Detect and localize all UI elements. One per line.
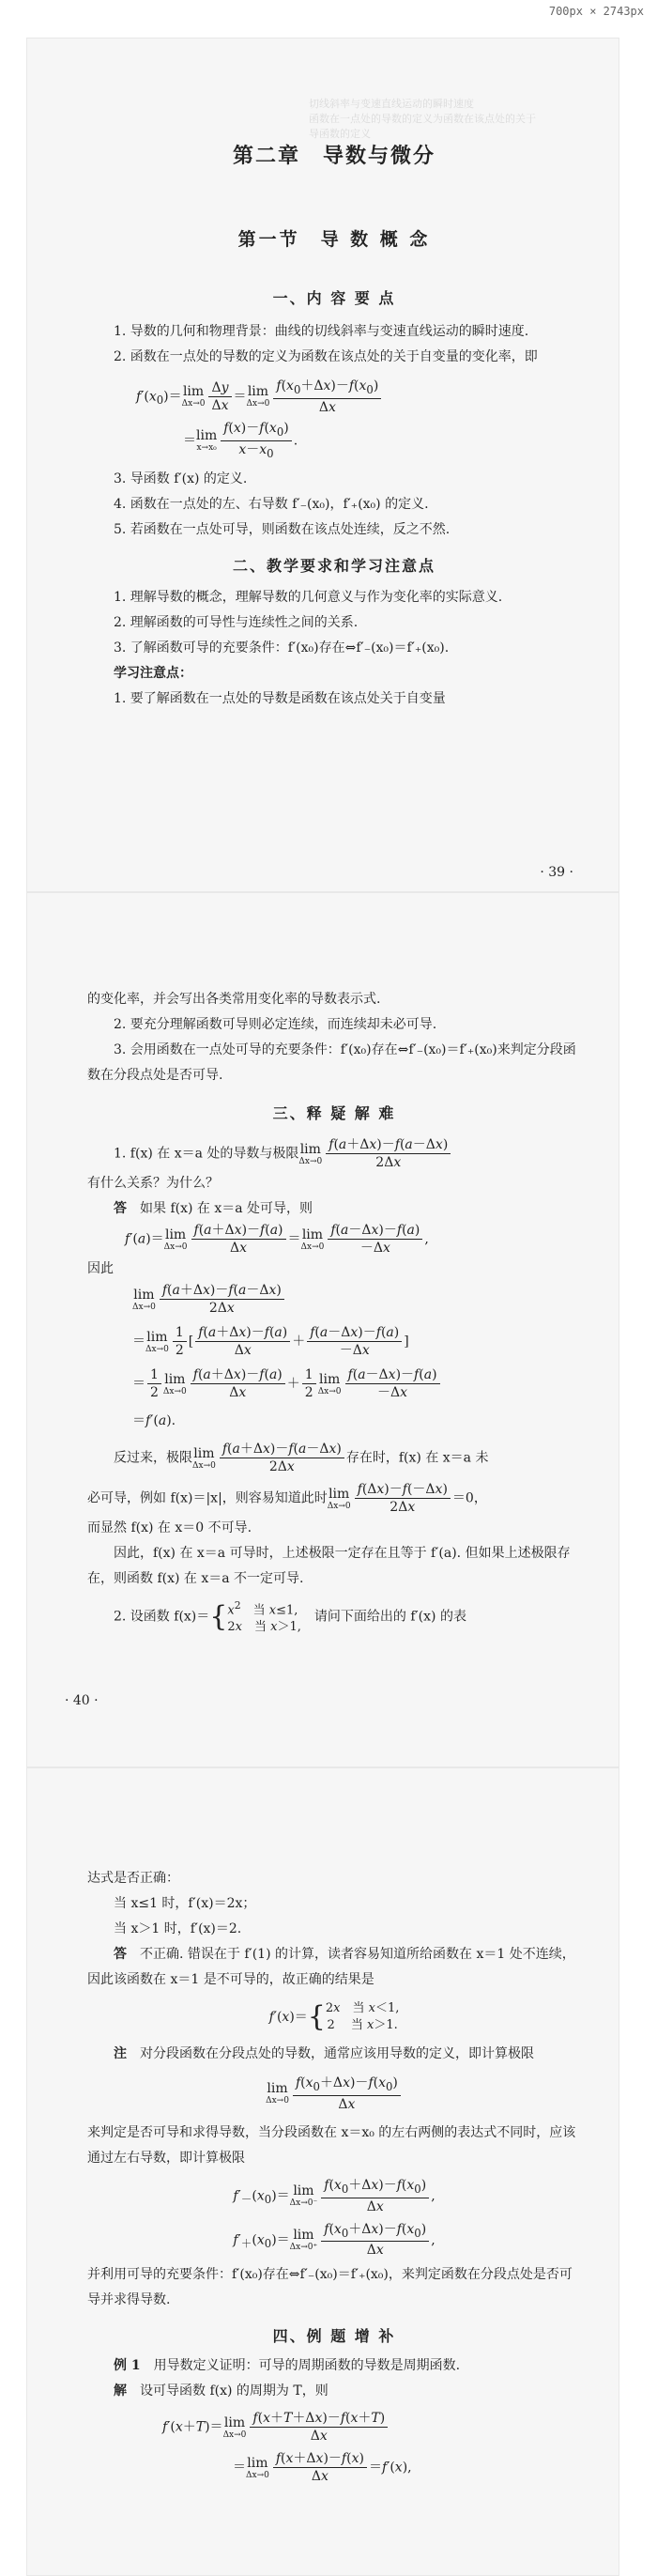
answer-2: 答 不正确. 错误在于 f′(1) 的计算，读者容易知道所给函数在 x＝1 处不连续，因此该函数在 x＝1 是不可导的，故正确的结果是 [87,1947,575,1987]
content-point-4: 4. 函数在一点处的左、右导数 f′₋(x₀)，f′₊(x₀) 的定义. [114,497,429,513]
solution-formula-2: ＝ lim Δx→0 $\frac{f(x+\Delta x)-f(x)}{\Delta x}$ ＝f′(x), [233,2451,412,2485]
answer-1-formula: f′(a)＝ lim Δx→0 $\frac{f(a+\Delta x)-f(a)}{\Delta x}$ ＝ lim Δx→0 $\frac{f(a-\Delta x)-f(a)}{-\Delta x}$ , [125,1223,429,1256]
chapter-title: 第二章 导数与微分 [232,145,435,168]
requirement-1: 1. 理解导数的概念，理解导数的几何意义与作为变化率的实际意义. [114,590,503,606]
page-39 [26,38,619,892]
content-point-3: 3. 导函数 f′(x) 的定义. [114,471,248,487]
derivation-step-4: ＝f′(a). [132,1413,176,1428]
bleed-through-text: 切线斜率与变速直线运动的瞬时速度 函数在一点处的导数的定义为函数在该点处的关于 导函数的定义 [309,98,536,140]
derivative-definition-formula: $f'(x_0)=$ lim Δx→0 $\frac{\Delta y}{\Delta x}$ ＝ lim Δx→0 $\frac{f(x_0+\Delta x)-f(x_0)}{\Delta x}$ [136,378,581,416]
left-derivative-formula: $f'_-(x_0)=$ lim Δx→0⁻ $\frac{f(x_0+\Delta x)-f(x_0)}{\Delta x}$ , [233,2177,435,2214]
correct-derivative: f′(x)＝{ 2x 当 x＜1, 2 当 x＞1. [268,2000,400,2033]
question-2: 2. 设函数 f(x)＝{ $x^2$ 当 x≤1, 2x 当 x＞1, 请问下面给出的 f′(x) 的表 [114,1599,466,1635]
study-note-1: 1. 要了解函数在一点处的导数是函数在该点处关于自变量 [114,691,446,707]
answer-1-summary: 因此，f(x) 在 x＝a 可导时，上述极限一定存在且等于 f′(a). 但如果上述极限存在，则函数 f(x) 在 x＝a 不一定可导. [87,1546,571,1586]
derivation-step-3: ＝ $\frac{1}{2}$ lim Δx→0 $\frac{f(a+\Delta x)-f(a)}{\Delta x}$ ＋ $\frac{1}{2}$ lim Δx→0 $\frac{f(a-\Delta x)-f(a)}{-\Delta x}$ [132,1366,581,1401]
study-note-3: 3. 会用函数在一点处可导的充要条件：f′(x₀)存在⇔f′₋(x₀)＝f′₊(x₀)来判定分段函数在分段点处是否可导. [87,1042,576,1083]
page-number: · 40 · [65,1693,99,1708]
heading-doubts: 三、释 疑 解 难 [272,1104,396,1122]
question-1-tail: 有什么关系？为什么？ [87,1176,219,1191]
heading-content-points: 一、内 容 要 点 [272,289,396,307]
question-1: 1. f(x) 在 x＝a 处的导数与极限 lim Δx→0 $\frac{f(a+\Delta x)-f(a-\Delta x)}{2\Delta x}$ [87,1136,581,1171]
content-point-1: 1. 导数的几何和物理背景：曲线的切线斜率与变速直线运动的瞬时速度. [114,324,529,339]
solution-formula-1: f′(x＋T)＝ lim Δx→0 $\frac{f(x+T+\Delta x)-f(x+T)}{\Delta x}$ [162,2410,581,2445]
therefore-label: 因此 [87,1261,114,1276]
page-number: · 39 · [540,865,573,880]
heading-examples: 四、例 题 增 补 [272,2327,396,2346]
requirement-3: 3. 了解函数可导的充要条件：f′(x₀)存在⇔f′₋(x₀)＝f′₊(x₀). [114,640,450,656]
derivation-step-2: ＝ lim Δx→0 $\frac{1}{2}$ [ $\frac{f(a+\Delta x)-f(a)}{\Delta x}$ ＋ $\frac{f(a-\Delta x)-f(a)}{-\Delta x}$ ] [132,1325,409,1358]
page-40 [26,892,619,1767]
content-point-5: 5. 若函数在一点处可导，则函数在该点处连续，反之不然. [114,522,451,538]
derivative-case-2: 当 x＞1 时，f′(x)＝2. [114,1921,242,1936]
heading-requirements: 二、教学要求和学习注意点 [232,557,435,576]
content-point-2: 2. 函数在一点处的导数的定义为函数在该点处的关于自变量的变化率，即 [114,349,538,364]
question-2-tail: 达式是否正确： [87,1871,179,1886]
converse-example: 必可导，例如 f(x)＝|x|，则容易知道此时 lim Δx→0 $\frac{f(\Delta x)-f(-\Delta x)}{2\Delta x}$ ＝0， [87,1482,487,1515]
study-notes-label: 学习注意点： [114,666,192,682]
study-note-2: 2. 要充分理解函数可导则必定连续，而连续却未必可导. [114,1017,437,1032]
solution-1: 解 设可导函数 f(x) 的周期为 T，则 [114,2383,328,2399]
note-conclusion: 并利用可导的充要条件：f′(x₀)存在⇔f′₋(x₀)＝f′₊(x₀)，来判定函数在分段点处是否可导并求得导数. [87,2267,573,2308]
dimensions-label: 700px × 2743px [548,5,644,18]
converse-conclusion: 而显然 f(x) 在 x＝0 不可导. [87,1520,252,1535]
limit-formula: lim Δx→0 $\frac{f(x_0+\Delta x)-f(x_0)}{\Delta x}$ [87,2075,581,2113]
right-derivative-formula: $f'_+(x_0)=$ lim Δx→0⁺ $\frac{f(x_0+\Delta x)-f(x_0)}{\Delta x}$ , [233,2221,435,2259]
derivative-case-1: 当 x≤1 时，f′(x)＝2x； [114,1896,256,1911]
answer-1: 答 如果 f(x) 在 x＝a 处可导，则 [114,1201,313,1216]
derivative-definition-formula-2: ＝ lim x→x₀ $\frac{f(x)-f(x_0)}{x-x_0}$ . [183,420,298,460]
note: 注 对分段函数在分段点处的导数，通常应该用导数的定义，即计算极限 [114,2046,534,2061]
viewer-header [0,0,657,24]
page-41 [26,1767,619,2576]
example-1: 例 1 用导数定义证明：可导的周期函数的导数是周期函数. [114,2358,461,2374]
note-continued: 来判定是否可导和求得导数，当分段函数在 x＝x₀ 的左右两侧的表达式不同时，应该通过左右导数，即计算极限 [87,2124,576,2166]
converse-statement: 反过来，极限 lim Δx→0 $\frac{f(a+\Delta x)-f(a-\Delta x)}{2\Delta x}$ 存在时，f(x) 在 x＝a 未 [114,1442,489,1474]
study-note-1-cont: 的变化率，并会写出各类常用变化率的导数表示式. [87,992,381,1007]
requirement-2: 2. 理解函数的可导性与连续性之间的关系. [114,615,359,631]
derivation-step-1: lim Δx→0 $\frac{f(a+\Delta x)-f(a-\Delta x)}{2\Delta x}$ [132,1282,581,1317]
section-title: 第一节 导 数 概 念 [237,229,431,250]
